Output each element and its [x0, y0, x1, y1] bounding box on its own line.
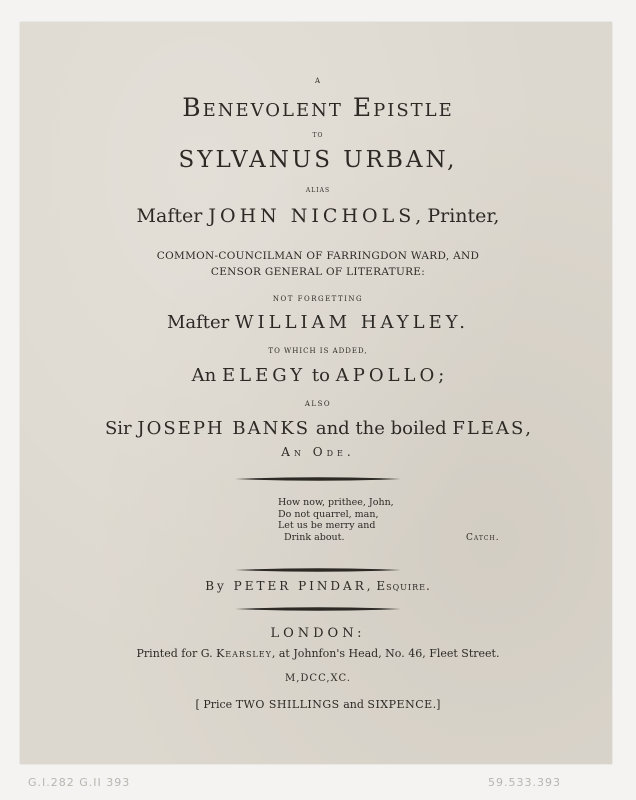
fleas-word: FLEAS — [452, 418, 526, 439]
price-amount-2: SIXPENCE — [367, 698, 433, 711]
banks-name: JOSEPH BANKS — [137, 418, 311, 439]
catalog-mark-right: 59.533.393 — [488, 776, 561, 789]
price-prefix: [ Price — [195, 698, 236, 711]
page-title: Benevolent Epistle — [182, 93, 454, 122]
banks-suffix: , — [525, 418, 532, 439]
epigraph-line: Let us be merry and — [278, 520, 376, 531]
title-sylvanus-urban: SYLVANUS URBAN, — [178, 147, 458, 173]
title-not-forgetting: NOT FORGETTING — [272, 295, 364, 303]
apollo-word: APOLLO — [335, 365, 439, 386]
epigraph-verse — [278, 497, 418, 543]
hayley-name: WILLIAM HAYLEY. — [235, 312, 470, 333]
hayley-prefix: Mafter — [166, 312, 236, 333]
printed-prefix: Printed for G. — [136, 647, 217, 660]
title-john-nichols — [0, 207, 636, 226]
nichols-name: JOHN NICHOLS — [208, 205, 416, 227]
title-to-which-is-added: TO WHICH IS ADDED, — [268, 347, 368, 355]
epigraph-line: Do not quarrel, man, — [278, 508, 379, 520]
catalog-mark-left: G.I.282 G.II 393 — [28, 776, 131, 789]
nichols-prefix: Mafter — [136, 205, 209, 227]
title-common-councilman: COMMON-COUNCILMAN OF FARRINGDON WARD, AND — [156, 250, 480, 262]
epigraph-attribution: Catch. — [466, 533, 500, 543]
imprint-printer-line — [0, 648, 636, 659]
author-name: PETER PINDAR — [233, 579, 367, 593]
ornamental-rule — [0, 605, 636, 613]
title-elegy-to-apollo — [0, 367, 636, 385]
title-to: TO — [312, 132, 324, 139]
title-an-ode: An Ode. — [281, 445, 355, 459]
printed-suffix: , at Johnfon's Head, No. 46, Fleet Street. — [271, 647, 500, 660]
author-line — [0, 580, 636, 592]
elegy-mid: to — [306, 365, 336, 386]
elegy-suffix: ; — [438, 365, 445, 386]
printer-name: Kearsley — [216, 647, 272, 660]
epigraph-line: Drink about. — [284, 531, 345, 543]
imprint-date: M,DCC,XC. — [285, 673, 351, 684]
author-prefix: By — [205, 579, 234, 593]
banks-prefix: Sir — [104, 418, 138, 439]
price-mid: and — [339, 698, 368, 711]
title-censor-general: CENSOR GENERAL OF LITERATURE: — [210, 266, 426, 278]
ornamental-rule — [0, 566, 636, 574]
imprint-city: LONDON: — [270, 626, 366, 641]
title-william-hayley — [0, 314, 636, 332]
elegy-prefix: An — [191, 365, 222, 386]
title-alias: ALIAS — [305, 187, 331, 194]
title-joseph-banks — [0, 420, 636, 438]
imprint-price — [0, 699, 636, 710]
ornamental-rule — [0, 475, 636, 483]
title-article: A — [314, 77, 322, 85]
price-suffix: .] — [432, 698, 441, 711]
nichols-suffix: , Printer, — [415, 205, 500, 227]
title-also: ALSO — [304, 400, 332, 408]
epigraph-line: How now, prithee, John, — [278, 497, 394, 508]
banks-mid: and the boiled — [310, 418, 453, 439]
elegy-word: ELEGY — [222, 365, 307, 386]
author-suffix: , Esquire. — [366, 579, 431, 593]
price-amount: TWO SHILLINGS — [235, 698, 340, 711]
